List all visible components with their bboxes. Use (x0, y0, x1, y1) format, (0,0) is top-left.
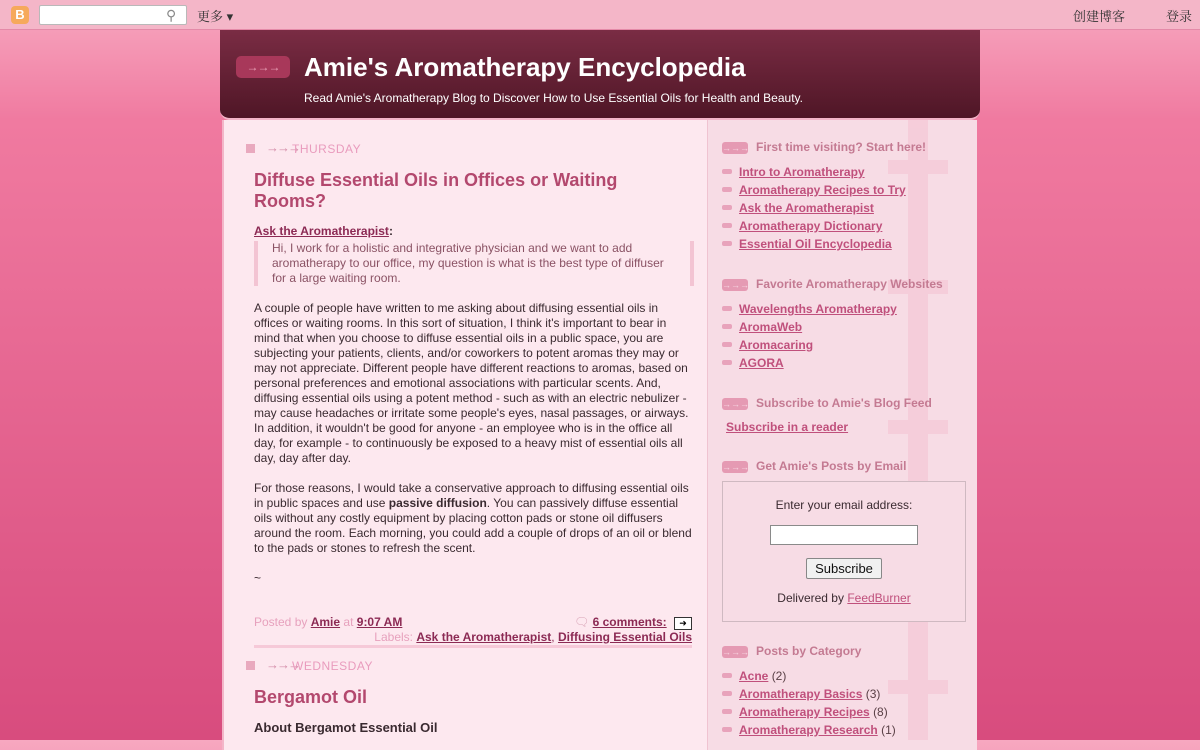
more-menu-button[interactable]: 更多 ▾ (197, 9, 234, 24)
post-tilde: ~ (254, 571, 262, 585)
widget-title-subscribe: →→→ Subscribe to Amie's Blog Feed (722, 396, 932, 410)
bullet-icon (722, 342, 732, 347)
list-item (722, 217, 906, 235)
widget-title-first-time: →→→ First time visiting? Start here! (722, 140, 927, 154)
search-icon[interactable]: ⚲ (166, 7, 177, 23)
colon: : (388, 224, 393, 238)
category-link[interactable]: Aromatherapy Research (739, 723, 878, 737)
list-item: Aromatherapy Research (1) (722, 721, 896, 739)
subscribe-button[interactable]: Subscribe (806, 558, 882, 579)
login-link[interactable]: 登录 (1165, 9, 1192, 24)
arrows-badge-icon: →→→ (722, 142, 749, 153)
arrows-badge-icon: →→→ (722, 461, 749, 472)
widget-title-email: →→→ Get Amie's Posts by Email (722, 459, 907, 473)
list-item: Aromatherapy Basics (3) (722, 685, 896, 703)
sidebar-link[interactable]: Intro to Aromatherapy (739, 165, 865, 179)
navbar-search-input[interactable] (39, 5, 187, 25)
list-item (722, 199, 906, 217)
sidebar-link[interactable]: Aromacaring (739, 338, 814, 352)
bullet-icon (722, 360, 732, 365)
widget-title-categories: →→→ Posts by Category (722, 644, 862, 658)
arrows-badge-icon: →→→ (722, 646, 749, 657)
widget-title-favorites: →→→ Favorite Aromatherapy Websites (722, 277, 943, 291)
label-diffusing-essential-oils[interactable]: Diffusing Essential Oils (557, 630, 692, 644)
email-subscribe-form (722, 481, 966, 622)
bullet-icon (722, 223, 732, 228)
post-title[interactable]: Bergamot Oil (254, 687, 368, 707)
reader-question-quote: Hi, I work for a holistic and integrative physician and we want to add aromatherapy to our office, my question is what is the best type of diffuser for a large waiting room. (254, 241, 694, 286)
list-item (722, 163, 906, 181)
sidebar-link[interactable]: Ask the Aromatherapist (739, 201, 874, 215)
main-column: →→→ THURSDAY Diffuse Essential Oils in Offices or Waiting Rooms? Ask the Aromatherapist: Hi, I work for a holistic and integrative physician and we want to add aromatherapy to our office, my question is what is the best type of diffuser for a large waiting room. A couple of people have written to me asking about diffusing essential oils in offices or waiting rooms. In this sort of situation, I think it's important to bear in mind that when you choose to diffuse essential oils in a public space, you are subjecting your patients, clients, and/or coworkers to potent aromas they may or may not appreciate. Different people have different reactions to aromas, based on personal preferences and emotional associations with particular scents. And, diffusing essential oils using a potent method - such as with an electric nebulizer - may cause headaches or irritate some people's eyes, nasal passages, or airways. In addition, it wouldn't be good for anyone - an employee who is in the office all day, for example - to continuously be exposed to a heavy mist of essential oils all day, day after day. For those reasons, I would take a conservative approach to diffusing essential oils in public spaces and use passive diffusion. You can passively diffuse essential oils without any costly equipment by placing cotton pads or stone oil diffusers around the room. Each morning, you could add a couple of drops of an oil or blend to the pads or stones to refresh the scent. ~ Posted by Amie at 9:07 AM 🗨 6 comments: ➜ Labels: Ask the Aromatherapist, Diffusing Essential Oils →→→ WEDNESDAY Bergamot Oil About Bergamot Essential Oil (222, 120, 709, 750)
list-item (722, 300, 897, 318)
post-footer: Posted by Amie at 9:07 AM 🗨 6 comments: ➜ (254, 615, 692, 629)
blog-title[interactable]: Amie's Aromatherapy Encyclopedia (304, 52, 746, 82)
categories-list (722, 667, 896, 739)
arrows-icon: →→→ (266, 140, 299, 155)
arrows-badge-icon: →→→ (722, 398, 749, 409)
bullet-icon (722, 169, 732, 174)
blogger-navbar (0, 0, 1200, 30)
bullet-icon (722, 727, 732, 732)
comments-link[interactable]: 6 comments: (592, 615, 667, 629)
author-link[interactable]: Amie (310, 615, 341, 629)
bullet-icon (722, 306, 732, 311)
date-square-icon (246, 144, 255, 153)
list-item (722, 181, 906, 199)
sidebar-link[interactable]: Essential Oil Encyclopedia (739, 237, 892, 251)
post-title[interactable]: Diffuse Essential Oils in Offices or Waiting Rooms? (254, 170, 618, 211)
sidebar (707, 120, 977, 750)
sidebar-link[interactable]: AromaWeb (739, 320, 803, 334)
create-blog-link[interactable]: 创建博客 (1072, 9, 1125, 24)
post-subtitle: About Bergamot Essential Oil (254, 720, 438, 735)
post-labels: Labels: Ask the Aromatherapist, Diffusing Essential Oils (374, 630, 692, 644)
category-link[interactable]: Aromatherapy Basics (739, 687, 863, 701)
blog-header (220, 30, 980, 120)
first-time-list (722, 163, 906, 253)
post-time-link[interactable]: 9:07 AM (356, 615, 403, 629)
bullet-icon (722, 673, 732, 678)
comment-bubble-icon: 🗨 (574, 615, 590, 629)
post-body (254, 224, 694, 586)
category-link[interactable]: Acne (739, 669, 769, 683)
delivered-by: Delivered by FeedBurner (777, 591, 911, 605)
list-item (722, 235, 906, 253)
email-label: Enter your email address: (775, 498, 913, 512)
email-post-icon[interactable]: ➜ (674, 617, 692, 630)
post-paragraph-2: For those reasons, I would take a conservative approach to diffusing essential oils in public spaces and use passive diffusion. You can passively diffuse essential oils without any costly equipment by placing cotton pads or stone oil diffusers around the room. Each morning, you could add a couple of drops of an oil or blend to the pads or stones to refresh the scent. (254, 481, 692, 555)
list-item: Acne (2) (722, 667, 896, 685)
ask-aromatherapist-link[interactable]: Ask the Aromatherapist (254, 224, 389, 238)
sidebar-link[interactable]: Aromatherapy Recipes to Try (739, 183, 906, 197)
list-item (722, 318, 897, 336)
bullet-icon (722, 241, 732, 246)
bullet-icon (722, 324, 732, 329)
bullet-icon (722, 187, 732, 192)
caret-down-icon: ▾ (226, 9, 234, 24)
passive-diffusion-bold: passive diffusion (388, 496, 487, 510)
arrows-badge-icon: →→→ (722, 279, 749, 290)
post-divider (254, 645, 692, 648)
list-item (722, 336, 897, 354)
list-item (722, 354, 897, 372)
sidebar-link[interactable]: Aromatherapy Dictionary (739, 219, 883, 233)
page-outer (220, 30, 980, 750)
bullet-icon (722, 691, 732, 696)
email-input[interactable] (770, 525, 918, 545)
blogger-logo-icon[interactable]: B (11, 6, 29, 24)
sidebar-link[interactable]: AGORA (739, 356, 784, 370)
bullet-icon (722, 205, 732, 210)
bullet-icon (722, 709, 732, 714)
favorites-list (722, 300, 897, 372)
arrows-icon: →→→ (266, 657, 299, 672)
sidebar-link[interactable]: Wavelengths Aromatherapy (739, 302, 897, 316)
blog-description: Read Amie's Aromatherapy Blog to Discover How to Use Essential Oils for Health and Beauty. (304, 91, 803, 105)
subscribe-reader-link[interactable]: Subscribe in a reader (726, 420, 849, 434)
category-link[interactable]: Aromatherapy Recipes (739, 705, 870, 719)
post-paragraph-1: A couple of people have written to me asking about diffusing essential oils in offices or waiting rooms. In this sort of situation, I think it's important to bear in mind that when you choose to diffuse essential oils in a public space, you are subjecting your patients, clients, and/or coworkers to potent aromas they may or may not appreciate. Different people have different reactions to aromas, based on personal preferences and emotional associations with particular scents. And, diffusing essential oils using a potent method - such as with an electric nebulizer - may cause headaches or irritate some people's eyes, nasal passages, or airways. In addition, it wouldn't be good for anyone - an employee who is in the office all day, for example - to continuously be exposed to a heavy mist of essential oils all day, day after day. (254, 301, 689, 465)
label-ask-aromatherapist[interactable]: Ask the Aromatherapist (416, 630, 552, 644)
arrows-badge-icon: →→→ (236, 56, 290, 78)
feedburner-link[interactable]: FeedBurner (847, 591, 911, 605)
list-item: Aromatherapy Recipes (8) (722, 703, 896, 721)
date-square-icon (246, 661, 255, 670)
